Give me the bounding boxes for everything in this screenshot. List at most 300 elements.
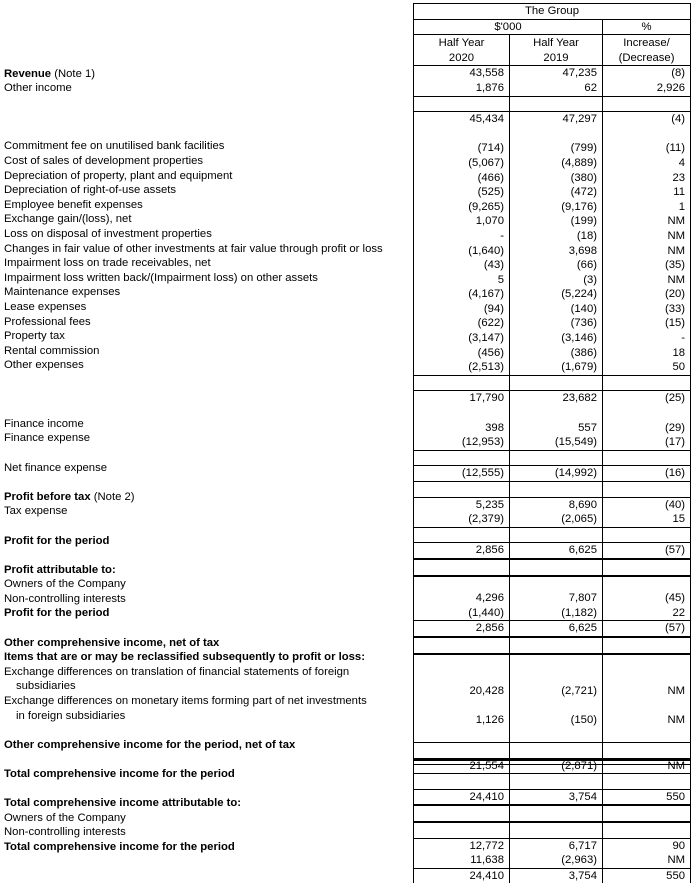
line-item-text: Lease expenses — [4, 301, 87, 313]
line-item-text: Exchange gain/(loss), net — [4, 213, 132, 226]
cell-change: (45) — [603, 591, 691, 606]
cell-2019: (380) — [510, 171, 603, 186]
cell-change: (4) — [603, 112, 691, 127]
table-row — [414, 141, 691, 156]
header-col-2019-line2: 2019 — [543, 51, 569, 64]
cell-2020: (12,953) — [414, 435, 510, 450]
cell-2019: (472) — [510, 185, 603, 200]
cell-change — [603, 406, 691, 421]
cell-2019: (1,679) — [510, 360, 603, 375]
line-item-label — [0, 738, 412, 753]
cell-2019: 557 — [510, 421, 603, 436]
cell-2020 — [414, 559, 510, 576]
table-row — [414, 543, 691, 559]
cell-change: NM — [603, 273, 691, 288]
line-item-text: Revenue — [4, 67, 52, 80]
line-item-text: Maintenance expenses — [4, 286, 121, 299]
line-item-text: Total comprehensive income attributable to: — [4, 797, 242, 810]
line-item-text: Exchange differences on monetary items forming part of net investments — [4, 695, 367, 708]
table-row — [414, 81, 691, 96]
cell-2020: (5,067) — [414, 156, 510, 171]
cell-2019: (5,224) — [510, 287, 603, 302]
cell-2020: (1,440) — [414, 606, 510, 621]
line-item-label — [0, 417, 412, 432]
table-row — [414, 346, 691, 361]
spacer-row — [0, 752, 412, 767]
table-row — [414, 156, 691, 171]
line-item-text: Employee benefit expenses — [4, 198, 143, 211]
cell-2019 — [510, 96, 603, 112]
cell-change: 90 — [603, 838, 691, 853]
cell-2020 — [414, 527, 510, 543]
cell-2019: 3,698 — [510, 244, 603, 259]
cell-2019 — [510, 406, 603, 421]
cell-2019: (4,889) — [510, 156, 603, 171]
cell-change: (17) — [603, 435, 691, 450]
line-item-text: Finance expense — [4, 432, 91, 445]
table-row — [414, 375, 691, 391]
cell-2019 — [510, 576, 603, 592]
table-row — [414, 214, 691, 229]
line-item-text: Changes in fair value of other investments at fair value through profit or loss — [4, 242, 383, 255]
cell-2020 — [414, 637, 510, 654]
cell-2019 — [510, 482, 603, 498]
line-item-text: Owners of the Company — [4, 811, 126, 824]
cell-change: - — [603, 331, 691, 346]
cell-2020: 1,070 — [414, 214, 510, 229]
line-item-label — [0, 665, 412, 680]
line-item-text: in foreign subsidiaries — [16, 709, 126, 722]
cell-2020: 1,876 — [414, 81, 510, 96]
table-row — [414, 621, 691, 637]
cell-change: 550 — [603, 789, 691, 805]
cell-2020: 2,856 — [414, 621, 510, 637]
cell-2020: (525) — [414, 185, 510, 200]
cell-2019: 7,807 — [510, 591, 603, 606]
cell-change — [603, 669, 691, 684]
header-col-2020-line2: 2020 — [448, 51, 475, 64]
line-item-text: Owners of the Company — [4, 578, 126, 591]
line-item-label — [0, 534, 412, 549]
table-row — [414, 127, 691, 142]
cell-change — [603, 559, 691, 576]
cell-2020: 17,790 — [414, 391, 510, 406]
cell-2019 — [510, 822, 603, 838]
cell-2020: (622) — [414, 316, 510, 331]
table-row — [414, 527, 691, 543]
cell-2020: (43) — [414, 258, 510, 273]
cell-change: (11) — [603, 141, 691, 156]
table-row — [414, 591, 691, 606]
line-item-text: Total comprehensive income for the period — [4, 840, 235, 853]
line-item-label — [0, 227, 412, 242]
table-row — [414, 497, 691, 512]
cell-2020: (3,147) — [414, 331, 510, 346]
cell-2020: 20,428 — [414, 684, 510, 699]
cell-change — [603, 637, 691, 654]
cell-2020: (2,379) — [414, 512, 510, 527]
line-item-label — [0, 67, 412, 82]
table-row — [414, 559, 691, 576]
cell-change: (8) — [603, 66, 691, 81]
line-item-label — [0, 154, 412, 169]
cell-2020: (466) — [414, 171, 510, 186]
line-item-label — [0, 242, 412, 257]
header-group-label: The Group — [414, 4, 691, 20]
cell-change: 15 — [603, 512, 691, 527]
spacer-row — [0, 475, 412, 490]
line-item-text: Profit for the period — [4, 607, 110, 620]
cell-2020: 5 — [414, 273, 510, 288]
bottom-rule-outer — [413, 759, 690, 761]
line-item-label — [0, 300, 412, 315]
table-header — [414, 4, 691, 66]
cell-2019 — [510, 728, 603, 743]
cell-2020 — [414, 774, 510, 790]
table-row — [414, 185, 691, 200]
table-row — [414, 200, 691, 215]
cell-2019: (9,176) — [510, 200, 603, 215]
line-item-label — [0, 811, 412, 826]
cell-change: 1 — [603, 200, 691, 215]
line-item-label — [0, 198, 412, 213]
table-row — [414, 360, 691, 375]
cell-2019: (66) — [510, 258, 603, 273]
table-row — [414, 171, 691, 186]
line-item-text: Other income — [4, 82, 72, 95]
header-col-change-line2: (Decrease) — [618, 51, 675, 64]
line-item-text: Depreciation of right-of-use assets — [4, 184, 177, 197]
line-item-label — [0, 606, 412, 621]
line-item-label — [0, 592, 412, 607]
table-row — [414, 482, 691, 498]
cell-2020: (714) — [414, 141, 510, 156]
cell-2019: 62 — [510, 81, 603, 96]
cell-change: 18 — [603, 346, 691, 361]
cell-change: 11 — [603, 185, 691, 200]
cell-2019: (15,549) — [510, 435, 603, 450]
cell-2020 — [414, 375, 510, 391]
cell-change: (57) — [603, 543, 691, 559]
cell-2019: 3,754 — [510, 789, 603, 805]
header-col-2019-line1: Half Year — [533, 37, 579, 50]
table-row — [414, 669, 691, 684]
cell-change — [603, 527, 691, 543]
spacer-row — [0, 548, 412, 563]
table-row — [414, 606, 691, 621]
table-row — [414, 576, 691, 592]
cell-2019 — [510, 637, 603, 654]
cell-2019 — [510, 375, 603, 391]
cell-2020 — [414, 728, 510, 743]
cell-change — [603, 774, 691, 790]
cell-change: 23 — [603, 171, 691, 186]
table-row — [414, 450, 691, 466]
spacer-row — [0, 373, 412, 388]
cell-2020: 24,410 — [414, 789, 510, 805]
cell-2020: 2,856 — [414, 543, 510, 559]
line-item-label — [0, 679, 412, 694]
cell-2019: (3,146) — [510, 331, 603, 346]
header-col-2020-line1: Half Year — [438, 37, 485, 50]
table-row — [414, 258, 691, 273]
cell-change — [603, 482, 691, 498]
header-col-2019 — [510, 35, 603, 66]
line-item-text: Other comprehensive income for the period, net of tax — [4, 738, 296, 751]
cell-2020: (94) — [414, 302, 510, 317]
cell-change — [603, 654, 691, 670]
line-item-label — [0, 344, 412, 359]
cell-2020 — [414, 127, 510, 142]
table-row — [414, 287, 691, 302]
cell-change: 2,926 — [603, 81, 691, 96]
line-item-text: Other expenses — [4, 359, 84, 372]
table-row — [414, 66, 691, 81]
cell-2019: (2,963) — [510, 853, 603, 868]
cell-change — [603, 698, 691, 713]
cell-2019 — [510, 774, 603, 790]
cell-2020 — [414, 743, 510, 759]
cell-2019 — [510, 698, 603, 713]
cell-change — [603, 576, 691, 592]
cell-2019: (199) — [510, 214, 603, 229]
line-item-text: Finance income — [4, 417, 84, 430]
table-row — [414, 838, 691, 853]
line-item-text: Net finance expense — [4, 461, 107, 474]
cell-2020 — [414, 96, 510, 112]
cell-2020: (2,513) — [414, 360, 510, 375]
cell-2019: 6,625 — [510, 543, 603, 559]
cell-2020 — [414, 669, 510, 684]
line-item-text: Cost of sales of development properties — [4, 155, 204, 168]
line-item-text: Profit for the period — [4, 534, 110, 547]
cell-2020 — [414, 698, 510, 713]
line-item-label-column — [0, 67, 412, 855]
cell-2020: 4,296 — [414, 591, 510, 606]
cell-2020 — [414, 450, 510, 466]
cell-change — [603, 127, 691, 142]
cell-change — [603, 96, 691, 112]
line-item-label — [0, 650, 412, 665]
cell-change: NM — [603, 229, 691, 244]
line-item-text: Tax expense — [4, 505, 68, 518]
line-item-label — [0, 796, 412, 811]
cell-2020: 1,126 — [414, 713, 510, 728]
cell-2020: (4,167) — [414, 287, 510, 302]
cell-2020: (1,640) — [414, 244, 510, 259]
cell-2019: (140) — [510, 302, 603, 317]
cell-change: (40) — [603, 497, 691, 512]
table-row — [414, 684, 691, 699]
cell-2019: (18) — [510, 229, 603, 244]
table-row — [414, 229, 691, 244]
spacer-row — [0, 723, 412, 738]
cell-2019 — [510, 127, 603, 142]
header-row-group — [414, 4, 691, 20]
cell-2019: (1,182) — [510, 606, 603, 621]
cell-change: 22 — [603, 606, 691, 621]
header-row-periods — [414, 35, 691, 66]
spacer-row — [0, 388, 412, 403]
cell-change: 550 — [603, 868, 691, 883]
table-row — [414, 273, 691, 288]
cell-change: NM — [603, 244, 691, 259]
line-item-label — [0, 825, 412, 840]
spacer-row — [0, 110, 412, 125]
cell-2019: (2,065) — [510, 512, 603, 527]
spacer-row — [0, 446, 412, 461]
line-item-text: Profit before tax — [4, 490, 91, 503]
line-item-text: Impairment loss on trade receivables, net — [4, 257, 211, 270]
spacer-row — [0, 402, 412, 417]
cell-2019: (2,721) — [510, 684, 603, 699]
line-item-label — [0, 183, 412, 198]
cell-change: NM — [603, 684, 691, 699]
line-item-label — [0, 81, 412, 96]
line-item-note-ref: (Note 1) — [51, 67, 96, 80]
cell-change: (15) — [603, 316, 691, 331]
cell-2019: (150) — [510, 713, 603, 728]
cell-2019 — [510, 450, 603, 466]
line-item-text: Non-controlling interests — [4, 826, 126, 839]
table-row — [414, 316, 691, 331]
line-item-text: Commitment fee on unutilised bank facilities — [4, 140, 225, 153]
line-item-text: Profit attributable to: — [4, 563, 116, 576]
line-item-label — [0, 563, 412, 578]
cell-change: NM — [603, 713, 691, 728]
spacer-row — [0, 621, 412, 636]
cell-change — [603, 375, 691, 391]
cell-2019 — [510, 654, 603, 670]
table-row — [414, 868, 691, 883]
cell-2019: (736) — [510, 316, 603, 331]
cell-change — [603, 743, 691, 759]
cell-2019: 6,625 — [510, 621, 603, 637]
cell-2019 — [510, 669, 603, 684]
cell-2019: (2,871) — [510, 758, 603, 774]
cell-2019: 47,235 — [510, 66, 603, 81]
table-row — [414, 654, 691, 670]
cell-2019: 23,682 — [510, 391, 603, 406]
line-item-note-ref: (Note 2) — [90, 490, 135, 503]
table-row — [414, 435, 691, 450]
table-row — [414, 713, 691, 728]
header-unit-label: $'000 — [414, 19, 603, 35]
line-item-text: Depreciation of property, plant and equipment — [4, 169, 233, 182]
cell-2020 — [414, 576, 510, 592]
cell-2019 — [510, 527, 603, 543]
cell-change: NM — [603, 853, 691, 868]
spacer-row — [0, 782, 412, 797]
table-row — [414, 421, 691, 436]
cell-2019: (3) — [510, 273, 603, 288]
line-item-text: Non-controlling interests — [4, 592, 126, 605]
spacer-row — [0, 519, 412, 534]
line-item-text: Other comprehensive income, net of tax — [4, 636, 220, 649]
line-item-label — [0, 709, 412, 724]
cell-2020: 11,638 — [414, 853, 510, 868]
cell-change: (25) — [603, 391, 691, 406]
cell-change: (29) — [603, 421, 691, 436]
table-row — [414, 331, 691, 346]
line-item-label — [0, 767, 412, 782]
spacer-row — [0, 96, 412, 111]
header-col-change-line1: Increase/ — [623, 37, 670, 50]
cell-change — [603, 450, 691, 466]
table-row — [414, 789, 691, 805]
line-item-text: Exchange differences on translation of financial statements of foreign — [4, 665, 350, 678]
line-item-label — [0, 490, 412, 505]
cell-2020: 21,554 — [414, 758, 510, 774]
line-item-label — [0, 169, 412, 184]
table-row — [414, 805, 691, 822]
header-col-change — [603, 35, 691, 66]
cell-2019: (14,992) — [510, 466, 603, 482]
cell-2019: (386) — [510, 346, 603, 361]
table-row — [414, 637, 691, 654]
line-item-text: Loss on disposal of investment properties — [4, 228, 212, 241]
table-row — [414, 743, 691, 759]
cell-2019: 6,717 — [510, 838, 603, 853]
bottom-rule-inner — [413, 764, 690, 765]
financial-figures-table — [413, 3, 691, 883]
header-col-2020 — [414, 35, 510, 66]
line-item-text: Items that are or may be reclassified subsequently to profit or loss: — [4, 651, 365, 664]
table-row — [414, 406, 691, 421]
cell-change: (57) — [603, 621, 691, 637]
line-item-label — [0, 694, 412, 709]
table-row — [414, 302, 691, 317]
table-row — [414, 391, 691, 406]
cell-2020: (456) — [414, 346, 510, 361]
table-row — [414, 466, 691, 482]
table-row — [414, 853, 691, 868]
cell-2020: 43,558 — [414, 66, 510, 81]
cell-2020 — [414, 482, 510, 498]
cell-change: (33) — [603, 302, 691, 317]
cell-change: NM — [603, 214, 691, 229]
cell-change: NM — [603, 758, 691, 774]
line-item-label — [0, 636, 412, 651]
cell-2020 — [414, 654, 510, 670]
cell-2019: (799) — [510, 141, 603, 156]
line-item-label — [0, 431, 412, 446]
cell-2020: (12,555) — [414, 466, 510, 482]
cell-change — [603, 805, 691, 822]
cell-2020 — [414, 822, 510, 838]
cell-change: (35) — [603, 258, 691, 273]
cell-2019 — [510, 743, 603, 759]
line-item-text: Impairment loss written back/(Impairment loss) on other assets — [4, 271, 318, 284]
cell-2019 — [510, 805, 603, 822]
line-item-label — [0, 256, 412, 271]
table-row — [414, 112, 691, 127]
cell-2019: 8,690 — [510, 497, 603, 512]
line-item-text: Property tax — [4, 330, 65, 343]
line-item-label — [0, 577, 412, 592]
cell-change: (20) — [603, 287, 691, 302]
cell-2020: - — [414, 229, 510, 244]
cell-change: 4 — [603, 156, 691, 171]
header-percent-label: % — [603, 19, 691, 35]
cell-2020: (9,265) — [414, 200, 510, 215]
cell-2020 — [414, 406, 510, 421]
cell-2020: 24,410 — [414, 868, 510, 883]
cell-change — [603, 822, 691, 838]
line-item-label — [0, 285, 412, 300]
cell-change — [603, 728, 691, 743]
table-row — [414, 822, 691, 838]
